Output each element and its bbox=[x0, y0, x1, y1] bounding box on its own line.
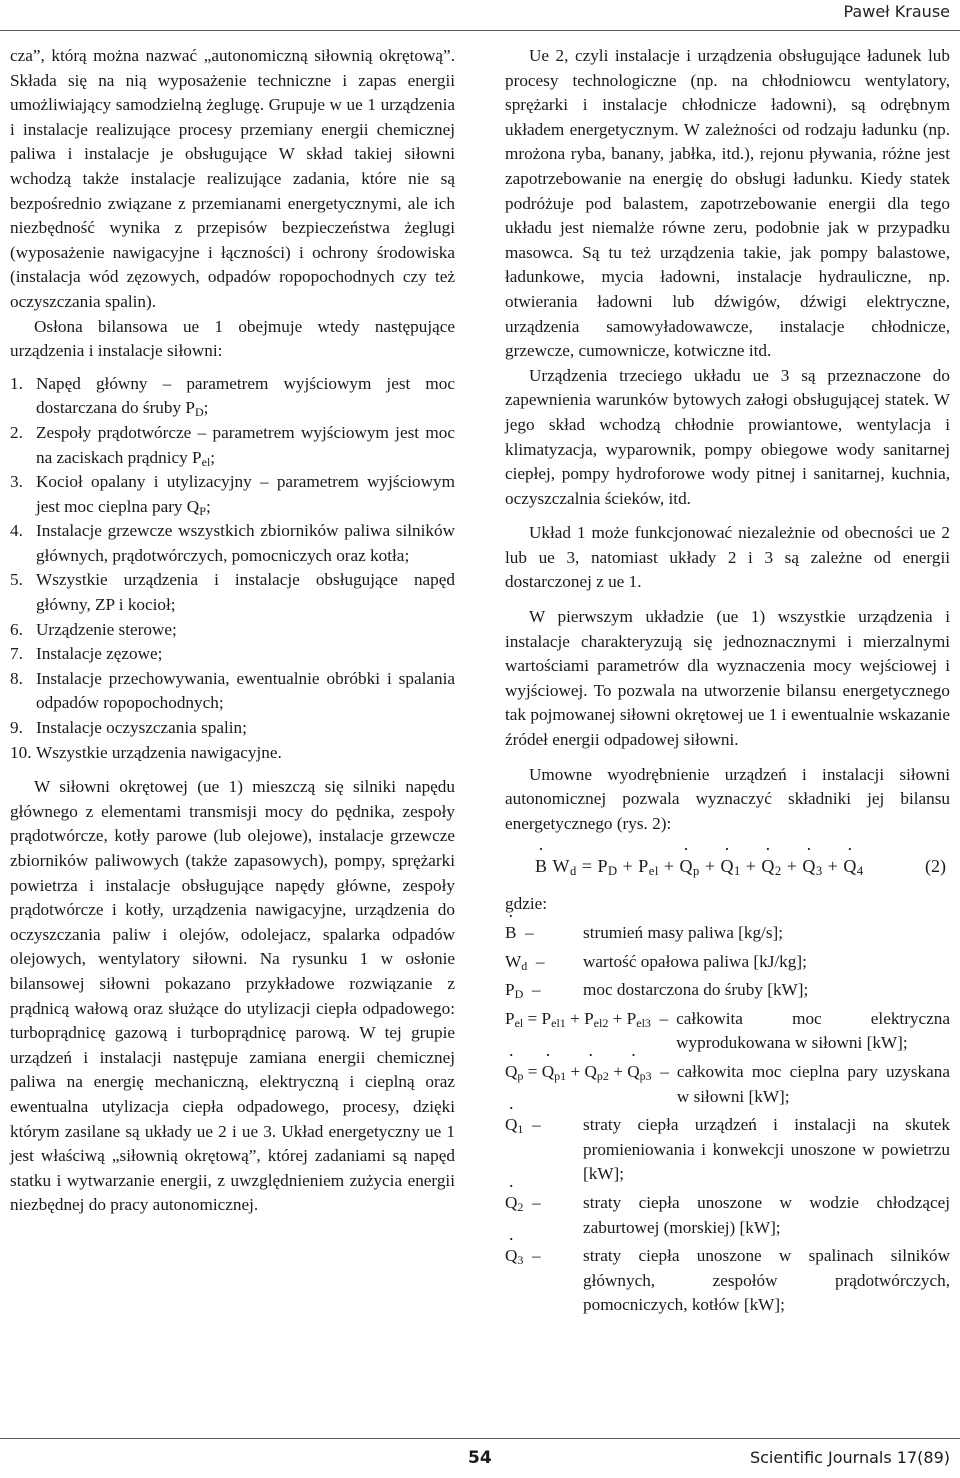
definition-item: · $Q_3$ – straty ciepła unoszone w spalinach silników głównych, zespołów prądotwórczych, pomocniczych, kotłów [kW]; bbox=[505, 1244, 950, 1318]
page-footer bbox=[0, 1438, 960, 1478]
list-item: 7. Instalacje zęzowe; bbox=[10, 644, 163, 664]
list-item: 9. Instalacje oczyszczania spalin; bbox=[10, 718, 247, 738]
definition-item: · B – strumień masy paliwa [kg/s]; bbox=[505, 921, 950, 946]
right-paragraph-1: Ue 2, czyli instalacje i urządzenia obsługujące ładunek lub procesy technologiczne (np. na chłodniowcu wentylatory, sprężarki i instalacje chłodnicze ładowni), są odrębnym układem energetycznym. W zależności od rodzaju ładunku (np. mrożona ryba, banany, jabłka, itd.), rejonu pływania, różne jest zapotrzebowanie na energię do obsługi ładunku. Kiedy statek podróżuje pod balastem, zapotrzebowanie energii dla tego układu jest niemalże równe zeru, podobnie jak w przypadku masowca. Są tu też urządzenia takie, jak pompy balastowe, ładunkowe, mycia ładowni, instalacje hydrauliczne, np. otwierania ładowni lub dźwigów, dźwigi elektryczne, urządzenia samowyładowawcze, instalacje chłodnicze, grzewcze, cumownicze, kotwiczne itd. bbox=[505, 46, 950, 361]
symbol: · $Q_p$ = · $Q_{p1}$ + · $Q_{p2}$ + · $Q_{p3}$ – bbox=[505, 1060, 677, 1085]
definition-item: $P_D$ – moc dostarczona do śruby [kW]; bbox=[505, 980, 809, 1002]
list-item: 5. Wszystkie urządzenia i instalacje obsługujące napęd główny, ZP i kocioł; bbox=[10, 570, 455, 615]
right-paragraph-3: Układ 1 może funkcjonować niezależnie od obecności ue 2 lub ue 3, natomiast układy 2 i 3 są zależne od energii dostarczonej z ue 1. bbox=[505, 523, 950, 592]
symbol-definitions bbox=[505, 921, 950, 1318]
right-column bbox=[505, 44, 950, 1322]
right-paragraph-4: W pierwszym układzie (ue 1) wszystkie urządzenia i instalacje charakteryzują się jednoznacznymi i mierzalnymi wartościami parametrów dla wyznaczenia mocy wejściowej i wyjściowej. To pozwala na utworzenie bilansu energetycznego tak pojmowanej siłowni okrętowej ue 1 i ewentualnie wskazanie źródeł energii odpadowej siłowni. bbox=[505, 607, 950, 750]
list-item: 2. Zespoły prądotwórcze – parametrem wyjściowym jest moc na zaciskach prądnicy $P_{el}$; bbox=[10, 422, 455, 469]
equation-body: · B $W_d = P_D + P_{el}$ + · $Q_p$ + · $Q_1$ + · $Q_2$ + · $Q_3$ + · $Q_4$ bbox=[535, 854, 864, 879]
symbol: $P_D$ – bbox=[505, 980, 541, 1002]
page-number: 54 bbox=[468, 1448, 492, 1468]
energy-balance-equation bbox=[505, 842, 950, 890]
list-item: 3. Kocioł opalany i utylizacyjny – parametrem wyjściowym jest moc cieplna pary $Q_P$; bbox=[10, 472, 455, 518]
footer-rule bbox=[0, 1438, 960, 1439]
symbol: $W_d$ – bbox=[505, 951, 545, 973]
list-item: 10. Wszystkie urządzenia nawigacyjne. bbox=[10, 742, 282, 762]
definition-item: · $Q_1$ – straty ciepła urządzeń i instalacji na skutek promieniowania i konwekcji unoszone w powietrzu [kW]; bbox=[505, 1113, 950, 1187]
symbol: · $Q_3$ – bbox=[505, 1244, 583, 1269]
installation-list bbox=[10, 372, 455, 766]
list-item: 6. Urządzenie sterowe; bbox=[10, 619, 177, 639]
left-column bbox=[10, 44, 455, 1218]
list-item: 4. Instalacje grzewcze wszystkich zbiorników paliwa silników głównych, prądotwórczych, pomocniczych oraz kotła; bbox=[10, 521, 455, 565]
list-item: 8. Instalacje przechowywania, ewentualnie obróbki i spalania odpadów ropopochodnych; bbox=[10, 668, 455, 713]
left-paragraph-2: Osłona bilansowa ue 1 obejmuje wtedy następujące urządzenia i instalacje siłowni: bbox=[10, 316, 455, 361]
right-paragraph-5: Umowne wyodrębnienie urządzeń i instalacji siłowni autonomicznej pozwala wyznaczyć składniki jej bilansu energetycznego (rys. 2): bbox=[505, 764, 950, 833]
list-item: 1. Napęd główny – parametrem wyjściowym jest moc dostarczana do śruby $P_D$; bbox=[10, 373, 455, 420]
header-rule bbox=[0, 30, 960, 31]
equation-number: (2) bbox=[925, 856, 946, 877]
definition-item: · $Q_p$ = · $Q_{p1}$ + · $Q_{p2}$ + · $Q_{p3}$ – całkowita moc cieplna pary uzyskana w siłowni [kW]; bbox=[505, 1060, 950, 1109]
definition-item: $P_{el} = P_{el1} + P_{el2} + P_{el3}$ – całkowita moc elektryczna wyprodukowana w siłowni [kW]; bbox=[505, 1008, 950, 1053]
running-header-author: Paweł Krause bbox=[843, 2, 950, 21]
left-paragraph-3: W siłowni okrętowej (ue 1) mieszczą się silniki napędu głównego z elementami transmisji mocy do pędnika, zespoły prądotwórcze, kotły parowe (lub olejowe), instalacje grzewcze zbiorników paliwowych (także zapasowych), pompy, sprężarki powietrza i instalacje obsługujące napędy główne, zespoły prądotwórcze i kotły, urządzenia nawigacyjne, urządzenia do oczyszczania paliw i olejów, odolejacz, spalarka odpadów olejowych, wentylatory siłowni. Na rysunku 1 w osłonie bilansowej siłowni pokazano przykładowe rozwiązanie z prądnicą wałową oraz służące do utylizacji ciepła odpadowego: turboprądnicę gazową i turboprądnicę parową. W tej grupie urządzeń i instalacji następuje zamiana energii chemicznej paliwa na energię mechaniczną, elektryczną i cieplną oraz ewentualna utylizacja ciepła odpadowego, procesy, dzięki którym zasilane są układy ue 2 i ue 3. Układ energetyczny ue 1 jest właściwą „siłownią okrętową”, której zadaniami są napęd statku i wytwarzanie energii, z uwzględnieniem zużycia energii niezbędnej do pracy autonomicznej. bbox=[10, 777, 455, 1215]
definition-item: $W_d$ – wartość opałowa paliwa [kJ/kg]; bbox=[505, 951, 807, 973]
symbol: · $Q_1$ – bbox=[505, 1113, 583, 1138]
right-paragraph-2: Urządzenia trzeciego układu ue 3 są przeznaczone do zapewnienia warunków bytowych załogi obsługującej statek. W jego skład wchodzą chłodnie prowiantowe, wentylacja i klimatyzacja, wyparownik, pompy obiegowe wody sanitarnej ciepłej, pompy hydroforowe wody pitnej i sanitarnej, kuchnia, oczyszczalnia ścieków, itd. bbox=[505, 365, 950, 508]
symbol: · $Q_2$ – bbox=[505, 1191, 583, 1216]
symbol: · B – bbox=[505, 921, 583, 946]
gdzie-label: gdzie: bbox=[505, 894, 547, 914]
left-paragraph-1: cza”, którą można nazwać „autonomiczną siłownią okrętową”. Składa się na nią wyposażenie techniczne i zapas energii umożliwiający samodzielną żeglugę. Grupuje w ue 1 urządzenia i instalacje realizujące procesy przemiany energii chemicznej paliwa i instalacje je obsługujące W skład takiej siłowni wchodzą także instalacje realizujące zadania, które nie są bezpośrednio związane z przemianami energetycznymi, ale ich niezbędność wynika z przepisów bezpieczeństwa żeglugi (wyposażenie nawigacyjne i łączności) i ochrony środowiska (instalacja wód zęzowych, odpadów ropopochodnych czy też oczyszczania spalin). bbox=[10, 46, 455, 311]
journal-name: Scientific Journals 17(89) bbox=[749, 1448, 950, 1467]
symbol: $P_{el} = P_{el1} + P_{el2} + P_{el3}$ – bbox=[505, 1008, 669, 1030]
definition-item: · $Q_2$ – straty ciepła unoszone w wodzie chłodzącej zaburtowej (morskiej) [kW]; bbox=[505, 1191, 950, 1240]
